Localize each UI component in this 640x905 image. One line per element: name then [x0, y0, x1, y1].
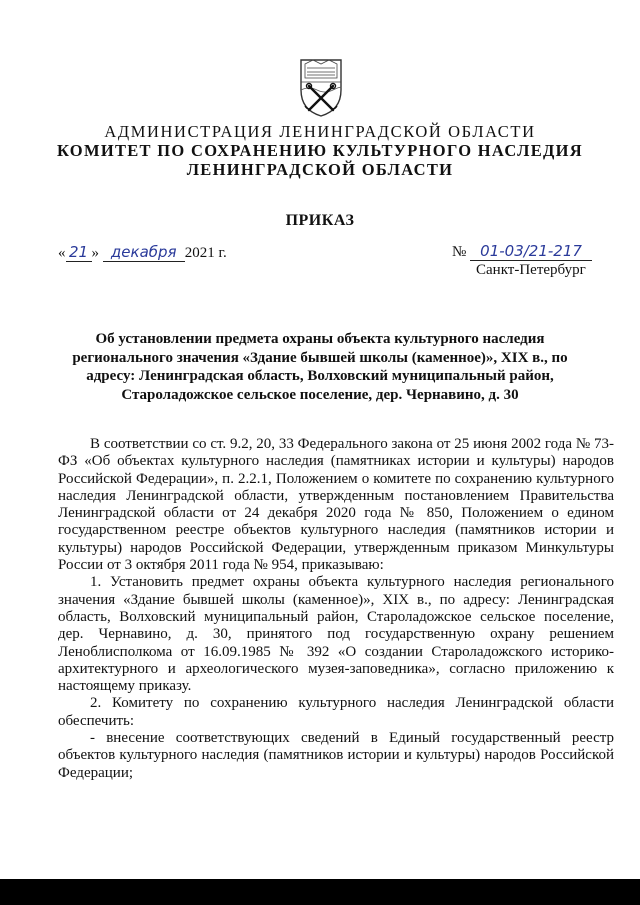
committee-name-line1: КОМИТЕТ ПО СОХРАНЕНИЮ КУЛЬТУРНОГО НАСЛЕДИЯ: [56, 141, 584, 160]
clause-2-item-paragraph: - внесение соответствующих сведений в Единый государственный реестр объектов культурного наследия (памятников истории и культуры) народов Российской Федерации;: [58, 730, 614, 781]
city: Санкт-Петербург: [476, 262, 586, 278]
document-type: ПРИКАЗ: [285, 212, 355, 229]
date-close-quote: »: [91, 245, 99, 261]
number-value: 01-03/21-217: [480, 242, 582, 260]
order-date: [58, 244, 227, 262]
number-label: №: [452, 244, 467, 260]
clause-1-paragraph: 1. Установить предмет охраны объекта культурного наследия регионального значения «Здание бывшей школы (каменное)», XIX в., по адресу: Ленинградская область, Волховский муниципальный район, Староладожское сельское поселение, дер. Чернавино, д. 30, принятого под государственную охрану решением Леноблисполкома от 16.09.1985 № 392 «О создании Староладожского историко-архитектурного и археологического музея-заповедника», согласно приложению к настоящему приказу.: [58, 574, 614, 695]
order-body: [58, 436, 614, 782]
preamble-paragraph: В соответствии со ст. 9.2, 20, 33 Федерального закона от 25 июня 2002 года № 73-ФЗ «Об объектах культурного наследия (памятниках истории и культуры) народов Российской Федерации», п. 2.2.1, Положением о комитете по сохранению культурного наследия Ленинградской области, утвержденным постановлением Правительства Ленинградской области от 24 декабря 2020 года № 850, Положением о едином государственном реестре объектов культурного наследия (памятников истории и культуры) народов Российской Федерации, утвержденным приказом Минкультуры России от 3 октября 2011 года № 954, приказываю:: [58, 436, 614, 574]
order-subject: Об установлении предмета охраны объекта культурного наследия регионального значения «Здание бывшей школы (каменное)», XIX в., по адресу: Ленинградская область, Волховский муниципальный район, Староладожское сельское поселение, дер. Чернавино, д. 30: [72, 331, 568, 403]
order-number: [452, 243, 592, 261]
coat-of-arms-icon: [297, 56, 345, 118]
date-year: 2021 г.: [184, 245, 227, 261]
date-day: 21: [68, 243, 89, 261]
scan-border: [0, 879, 640, 905]
committee-name-line2: ЛЕНИНГРАДСКОЙ ОБЛАСТИ: [186, 160, 454, 179]
organization-name: АДМИНИСТРАЦИЯ ЛЕНИНГРАДСКОЙ ОБЛАСТИ: [104, 122, 536, 141]
date-month: декабря: [110, 243, 177, 261]
date-open-quote: «: [58, 245, 66, 261]
clause-2-paragraph: 2. Комитету по сохранению культурного наследия Ленинградской области обеспечить:: [58, 695, 614, 729]
